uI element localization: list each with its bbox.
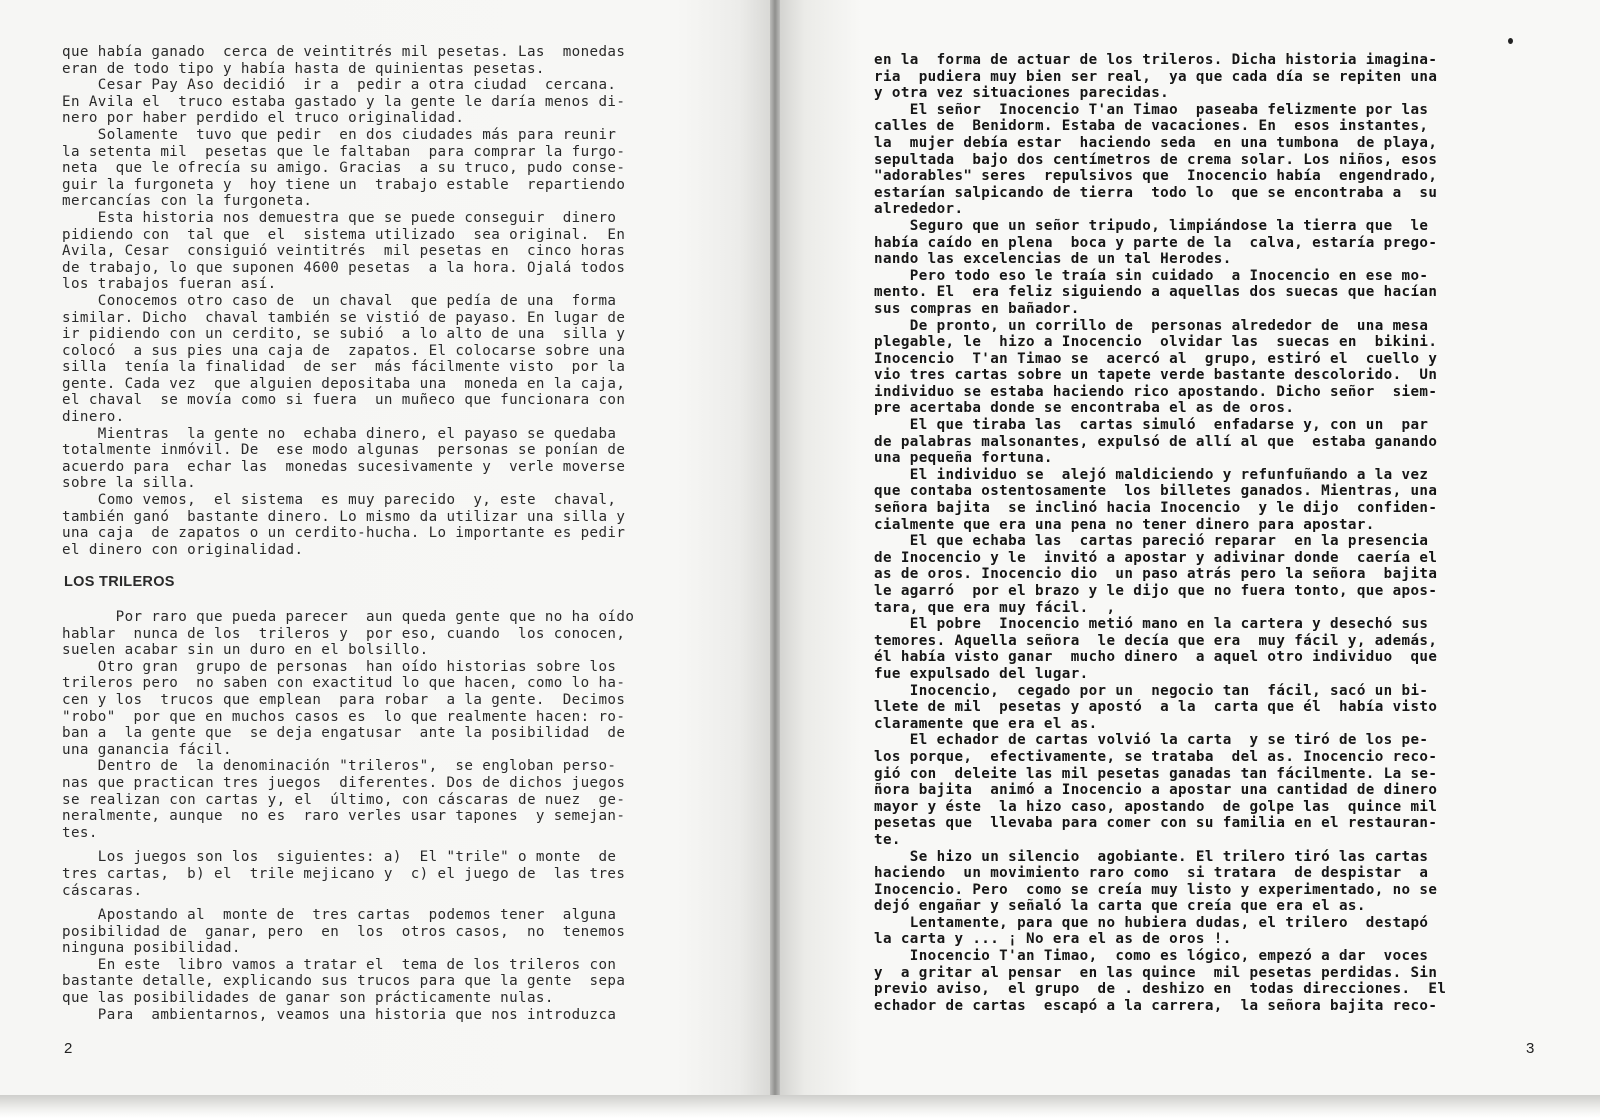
text-line: Dentro de la denominación "trileros", se engloban perso-	[62, 758, 617, 775]
text-line: y a gritar al pensar en las quince mil pesetas perdidas. Sin	[874, 964, 1438, 981]
text-line: sus compras en bañador.	[874, 300, 1080, 317]
text-line: gió con deleite las mil pesetas ganadas tan fácilmente. La se-	[874, 765, 1438, 782]
text-line: Seguro que un señor tripudo, limpiándose la tierra que le	[874, 217, 1429, 234]
text-line: cen y los trucos que emplean para robar a la gente. Decimos	[62, 691, 626, 708]
text-line: Apostando al monte de tres cartas podemos tener alguna	[62, 907, 617, 924]
text-line: El que tiraba las cartas simuló enfadarse y, con un par	[874, 417, 1429, 434]
text-line: el chaval se movía como si fuera un muñeco que funcionara con	[62, 392, 626, 409]
text-line: la setenta mil pesetas que le faltaban para comprar la furgo-	[62, 143, 626, 160]
text-line: pre acertaba donde se encontraba el as de oros.	[874, 400, 1295, 417]
text-line: colocó a sus pies una caja de zapatos. El colocarse sobre una	[62, 342, 626, 359]
text-line: alrededor.	[874, 201, 964, 218]
text-line: bastante detalle, explicando sus trucos para que la gente sepa	[62, 973, 626, 990]
text-line: calles de Benidorm. Estaba de vacaciones. En esos instantes,	[874, 118, 1429, 135]
text-line: "adorables" seres repulsivos que Inocencio había engendrado,	[874, 168, 1438, 185]
text-line: Esta historia nos demuestra que se puede conseguir dinero	[62, 209, 617, 226]
text-line: se realizan con cartas y, el último, con cáscaras de nuez ge-	[62, 791, 626, 808]
text-line: mayor y éste la hizo caso, apostando de golpe las quince mil	[874, 798, 1438, 815]
text-line: neralmente, aunque no es raro verles usar tapones y semejan-	[62, 808, 626, 825]
text-line: acuerdo para echar las monedas sucesivamente y verle moverse	[62, 458, 626, 475]
right-page-text	[874, 52, 1524, 1014]
ink-mark	[1508, 38, 1513, 44]
text-line: el dinero con originalidad.	[62, 541, 304, 558]
text-line: ninguna posibilidad.	[62, 940, 241, 957]
text-line: mento. El era feliz siguiendo a aquellas dos suecas que hacían	[874, 284, 1438, 301]
text-line: hablar nunca de los trileros y por eso, cuando los conocen,	[62, 625, 626, 642]
text-line: dejó engañar y señaló la carta que creía que era el as.	[874, 898, 1366, 915]
text-line: estarían salpicando de tierra todo lo que se encontraba a su	[874, 184, 1438, 201]
text-line: El individuo se alejó maldiciendo y refunfuñando a la vez	[874, 466, 1429, 483]
text-line: de trabajo, lo que suponen 4600 pesetas a la hora. Ojalá todos	[62, 259, 626, 276]
text-line: haciendo un movimiento raro como si tratara de despistar a	[874, 865, 1429, 882]
text-line: de palabras malsonantes, expulsó de allí al que estaba ganando	[874, 433, 1438, 450]
text-line: llete de mil pesetas y apostó a la carta que él había visto	[874, 699, 1438, 716]
text-line: la carta y ... ¡ No era el as de oros !.	[874, 931, 1232, 948]
text-line: Otro gran grupo de personas han oído historias sobre los	[62, 658, 617, 675]
text-line: tres cartas, b) el trile mejicano y c) el juego de las tres	[62, 865, 626, 882]
page-number-left: 2	[64, 1040, 73, 1057]
text-line: nero por haber perdido el truco originalidad.	[62, 110, 465, 127]
text-line: ban a la gente que se deja engatusar ante la posibilidad de	[62, 725, 626, 742]
left-page-text	[62, 44, 718, 1023]
text-line: De pronto, un corrillo de personas alrededor de una mesa	[874, 317, 1429, 334]
text-line: Avila, Cesar consiguió veintitrés mil pesetas en cinco horas	[62, 243, 626, 260]
text-line: mercancías con la furgoneta.	[62, 193, 313, 210]
text-line: Lentamente, para que no hubiera dudas, el trilero destapó	[874, 914, 1429, 931]
text-line: dinero.	[62, 409, 125, 426]
text-line: también ganó bastante dinero. Lo mismo da utilizar una silla y	[62, 508, 626, 525]
right-paragraphs	[874, 52, 1524, 1014]
left-paragraphs-bottom	[62, 907, 718, 1023]
text-line: trileros pero no saben con exactitud lo que hacen, como lo ha-	[62, 675, 626, 692]
text-line: vio tres cartas sobre un tapete verde bastante descolorido. Un	[874, 367, 1438, 384]
page-number-right: 3	[1526, 1040, 1535, 1057]
text-line: echador de cartas escapó a la carrera, la señora bajita reco-	[874, 997, 1438, 1014]
text-line: plegable, le hizo a Inocencio olvidar las suecas en bikini.	[874, 334, 1438, 351]
text-line: los porque, efectivamente, se trataba del as. Inocencio reco-	[874, 748, 1438, 765]
text-line: El pobre Inocencio metió mano en la cartera y desechó sus	[874, 616, 1429, 633]
text-line: silla tenía la finalidad de ser más fácilmente visto por la	[62, 359, 626, 376]
text-line: de Inocencio y le invitó a apostar y adivinar donde caería el	[874, 549, 1438, 566]
text-line: cáscaras.	[62, 882, 143, 899]
text-line: eran de todo tipo y había hasta de quinientas pesetas.	[62, 60, 545, 77]
text-line: Inocencio T'an Timao, como es lógico, empezó a dar voces	[874, 948, 1429, 965]
text-line: Mientras la gente no echaba dinero, el payaso se quedaba	[62, 425, 617, 442]
text-line: posibilidad de ganar, pero en los otros casos, no tenemos	[62, 923, 626, 940]
text-line: tara, que era muy fácil. ,	[874, 599, 1116, 616]
text-line: pidiendo con tal que el sistema utilizado sea original. En	[62, 226, 626, 243]
left-paragraphs-intro	[62, 609, 718, 841]
left-paragraphs-top	[62, 44, 718, 558]
text-line: nas que practican tres juegos diferentes. Dos de dichos juegos	[62, 774, 626, 791]
text-line: Cesar Pay Aso decidió ir a pedir a otra ciudad cercana.	[62, 77, 617, 94]
text-line: ria pudiera muy bien ser real, ya que cada día se repiten una	[874, 68, 1438, 85]
text-line: te.	[874, 831, 901, 848]
text-line: sepultada bajo dos centímetros de crema solar. Los niños, esos	[874, 151, 1438, 168]
text-line: le agarró por el brazo y le dijo que no fuera tonto, que apos-	[874, 583, 1438, 599]
text-line: El echador de cartas volvió la carta y se tiró de los pe-	[874, 732, 1429, 749]
text-line: Conocemos otro caso de un chaval que pedía de una forma	[62, 292, 617, 309]
text-line: guir la furgoneta y hoy tiene un trabajo estable repartiendo	[62, 176, 626, 193]
right-page	[780, 0, 1600, 1095]
text-line: ir pidiendo con un cerdito, se subió a lo alto de una silla y	[62, 326, 626, 343]
text-line: claramente que era el as.	[874, 715, 1098, 732]
section-heading: LOS TRILEROS	[64, 574, 175, 591]
text-line: gente. Cada vez que alguien depositaba una moneda en la caja,	[62, 375, 626, 392]
text-line: una pequeña fortuna.	[874, 450, 1053, 467]
text-line: había caído en plena boca y parte de la calva, estaría prego-	[874, 234, 1438, 251]
text-line: Como vemos, el sistema es muy parecido y, este chaval,	[62, 492, 617, 509]
text-line: Se hizo un silencio agobiante. El trilero tiró las cartas	[874, 848, 1429, 865]
text-line: una caja de zapatos o un cerdito-hucha. Lo importante es pedir	[62, 525, 626, 542]
text-line: pesetas que llevaba para comer con su familia en el restauran-	[874, 815, 1438, 832]
left-paragraph-games	[62, 849, 718, 899]
text-line: los trabajos fueran así.	[62, 276, 277, 293]
text-line: totalmente inmóvil. De ese modo algunas personas se ponían de	[62, 442, 626, 459]
text-line: señora bajita se inclinó hacia Inocencio y le dijo confiden-	[874, 500, 1438, 517]
text-line: cialmente que era una pena no tener dinero para apostar.	[874, 516, 1375, 533]
text-line: Inocencio. Pero como se creía muy listo y experimentado, no se	[874, 881, 1438, 898]
text-line: Para ambientarnos, veamos una historia que nos introduzca	[62, 1006, 617, 1023]
text-line: que había ganado cerca de veintitrés mil pesetas. Las monedas	[62, 44, 626, 60]
page-bottom-edge	[0, 1095, 1600, 1118]
text-line: tes.	[62, 824, 98, 841]
text-line: En Avila el truco estaba gastado y la gente le daría menos di-	[62, 93, 626, 110]
text-line: Por raro que pueda parecer aun queda gente que no ha oído	[62, 609, 635, 625]
text-line: una ganancia fácil.	[62, 741, 232, 758]
text-line: Los juegos son los siguientes: a) El "trile" o monte de	[62, 849, 617, 866]
text-line: que contaba ostentosamente los billetes ganados. Mientras, una	[874, 483, 1438, 500]
text-line: él había visto ganar mucho dinero a aquel otro individuo que	[874, 649, 1438, 666]
text-line: previo aviso, el grupo de . deshizo en todas direcciones. El	[874, 981, 1447, 998]
text-line: suelen acabar sin un duro en el bolsillo.	[62, 642, 429, 659]
text-line: Inocencio, cegado por un negocio tan fácil, sacó un bi-	[874, 682, 1429, 699]
text-line: sobre la silla.	[62, 475, 197, 492]
text-line: El señor Inocencio T'an Timao paseaba felizmente por las	[874, 101, 1429, 118]
text-line: en la forma de actuar de los trileros. Dicha historia imagina-	[874, 52, 1438, 68]
text-line: y otra vez situaciones parecidas.	[874, 85, 1170, 102]
text-line: que las posibilidades de ganar son prácticamente nulas.	[62, 990, 554, 1007]
text-line: En este libro vamos a tratar el tema de los trileros con	[62, 956, 617, 973]
text-line: Inocencio T'an Timao se acercó al grupo, estiró el cuello y	[874, 350, 1438, 367]
text-line: la mujer debía estar haciendo seda en una tumbona de playa,	[874, 134, 1438, 151]
text-line: "robo" por que en muchos casos es lo que realmente hacen: ro-	[62, 708, 626, 725]
text-line: temores. Aquella señora le decía que era muy fácil y, además,	[874, 632, 1438, 649]
text-line: neta que le ofrecía su amigo. Gracias a su truco, pudo conse-	[62, 160, 626, 177]
book-gutter	[770, 0, 780, 1100]
left-page	[0, 0, 770, 1095]
text-line: individuo se estaba haciendo rico apostando. Dicho señor siem-	[874, 383, 1438, 400]
text-line: similar. Dicho chaval también se vistió de payaso. En lugar de	[62, 309, 626, 326]
text-line: fue expulsado del lugar.	[874, 665, 1089, 682]
text-line: as de oros. Inocencio dio un paso atrás pero la señora bajita	[874, 566, 1438, 583]
text-line: Pero todo eso le traía sin cuidado a Inocencio en ese mo-	[874, 267, 1429, 284]
text-line: El que echaba las cartas pareció reparar en la presencia	[874, 533, 1429, 550]
text-line: Solamente tuvo que pedir en dos ciudades más para reunir	[62, 126, 617, 143]
text-line: ñora bajita animó a Inocencio a apostar una cantidad de dinero	[874, 782, 1438, 799]
text-line: nando las excelencias de un tal Herodes.	[874, 251, 1232, 268]
